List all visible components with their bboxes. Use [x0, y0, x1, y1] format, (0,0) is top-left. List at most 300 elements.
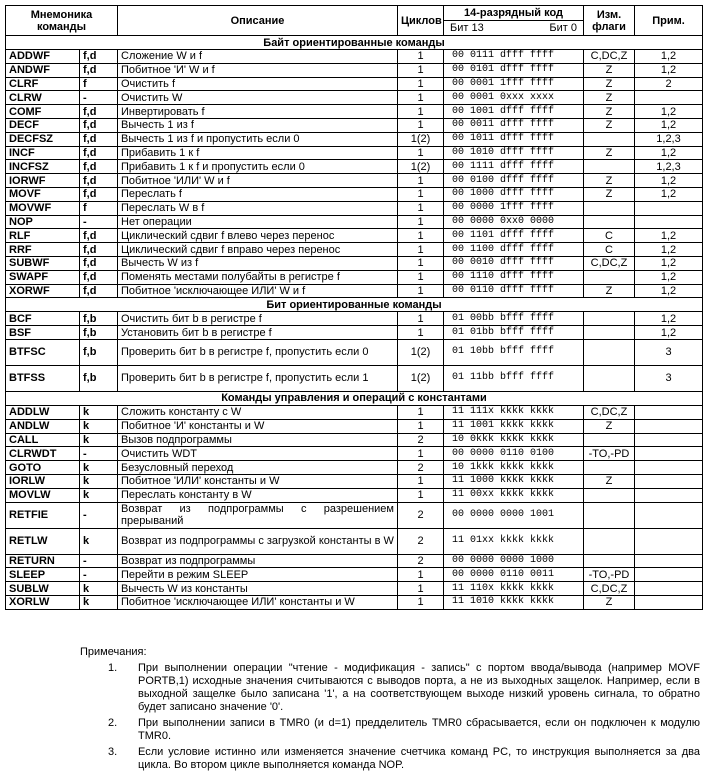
flags-cell: [584, 365, 635, 391]
note-cell: 3: [635, 339, 703, 365]
table-row: [6, 146, 703, 160]
code-cell: 00 0001 0xxx xxxx: [444, 91, 584, 105]
mnemonic-cell: SWAPF: [6, 270, 80, 284]
cycles-cell: 1(2): [398, 160, 444, 174]
description-cell: Нет операции: [118, 215, 398, 229]
description-cell: Очистить бит b в регистре f: [118, 312, 398, 326]
code-cell: 00 0000 0110 0100: [444, 447, 584, 461]
note-cell: [635, 201, 703, 215]
table-row: [6, 270, 703, 284]
header-description: Описание: [118, 6, 398, 36]
table-row: [6, 91, 703, 105]
flags-cell: [584, 270, 635, 284]
cycles-cell: 1: [398, 326, 444, 340]
operand-cell: f,d: [80, 270, 118, 284]
code-cell: 11 110x kkkk kkkk: [444, 582, 584, 596]
footnotes: [80, 646, 700, 775]
note-cell: 3: [635, 365, 703, 391]
flags-cell: Z: [584, 105, 635, 119]
description-cell: Побитное 'исключающее ИЛИ' W и f: [118, 284, 398, 298]
flags-cell: Z: [584, 91, 635, 105]
note-cell: [635, 568, 703, 582]
table-row: [6, 528, 703, 554]
table-row: [6, 339, 703, 365]
mnemonic-cell: CLRF: [6, 77, 80, 91]
description-cell: Вычесть 1 из f: [118, 118, 398, 132]
flags-cell: Z: [584, 284, 635, 298]
code-cell: 00 0110 dfff ffff: [444, 284, 584, 298]
flags-cell: [584, 528, 635, 554]
flags-cell: Z: [584, 474, 635, 488]
note-cell: [635, 582, 703, 596]
flags-cell: Z: [584, 63, 635, 77]
code-cell: 00 0011 dfff ffff: [444, 118, 584, 132]
footnote-text: При выполнении записи в TMR0 (и d=1) предделитель TMR0 сбрасывается, если он подключен к модулю TMR0.: [138, 717, 700, 742]
flags-cell: [584, 201, 635, 215]
cycles-cell: 2: [398, 554, 444, 568]
operand-cell: k: [80, 488, 118, 502]
table-row: [6, 582, 703, 596]
flags-cell: [584, 326, 635, 340]
code-cell: 00 1101 dfff ffff: [444, 229, 584, 243]
operand-cell: k: [80, 433, 118, 447]
mnemonic-cell: XORWF: [6, 284, 80, 298]
mnemonic-cell: DECF: [6, 118, 80, 132]
code-cell: 10 0kkk kkkk kkkk: [444, 433, 584, 447]
table-row: [6, 63, 703, 77]
note-cell: [635, 215, 703, 229]
mnemonic-cell: XORLW: [6, 595, 80, 609]
operand-cell: f,b: [80, 339, 118, 365]
cycles-cell: 1: [398, 447, 444, 461]
description-cell: Проверить бит b в регистре f, пропустить если 1: [118, 365, 398, 391]
description-cell: Очистить f: [118, 77, 398, 91]
flags-cell: Z: [584, 146, 635, 160]
operand-cell: k: [80, 419, 118, 433]
note-cell: [635, 433, 703, 447]
mnemonic-cell: IORWF: [6, 174, 80, 188]
cycles-cell: 1(2): [398, 339, 444, 365]
operand-cell: -: [80, 215, 118, 229]
table-row: [6, 215, 703, 229]
cycles-cell: 1: [398, 488, 444, 502]
description-cell: Инвертировать f: [118, 105, 398, 119]
code-cell: 11 111x kkkk kkkk: [444, 405, 584, 419]
operand-cell: f,d: [80, 146, 118, 160]
mnemonic-cell: COMF: [6, 105, 80, 119]
flags-cell: [584, 339, 635, 365]
footnote-text: При выполнении операции "чтение - модификация - запись" с портом ввода/вывода (например MOVF PORTB,1) исходные значения считываются с выводов порта, а не из выходных защелок. Например, если в выходной защелке было записана '1', а на соответствующем выходе низкий уровень сигнала, то обратно будет записано значение '0'.: [138, 662, 700, 713]
cycles-cell: 1: [398, 118, 444, 132]
note-cell: 1,2: [635, 256, 703, 270]
flags-cell: [584, 502, 635, 528]
table-row: [6, 243, 703, 257]
operand-cell: k: [80, 582, 118, 596]
operand-cell: f: [80, 201, 118, 215]
operand-cell: k: [80, 595, 118, 609]
mnemonic-cell: INCF: [6, 146, 80, 160]
mnemonic-cell: BTFSC: [6, 339, 80, 365]
header-code: 14-разрядный код: [444, 6, 584, 21]
cycles-cell: 1: [398, 256, 444, 270]
operand-cell: k: [80, 474, 118, 488]
cycles-cell: 1: [398, 146, 444, 160]
mnemonic-cell: RLF: [6, 229, 80, 243]
mnemonic-cell: ADDWF: [6, 50, 80, 64]
flags-cell: C: [584, 229, 635, 243]
code-cell: 00 1110 dfff ffff: [444, 270, 584, 284]
flags-cell: [584, 312, 635, 326]
table-row: [6, 433, 703, 447]
flags-cell: Z: [584, 118, 635, 132]
code-cell: 11 01xx kkkk kkkk: [444, 528, 584, 554]
operand-cell: f,d: [80, 132, 118, 146]
description-cell: Перейти в режим SLEEP: [118, 568, 398, 582]
table-row: [6, 187, 703, 201]
table-row: [6, 77, 703, 91]
mnemonic-cell: CALL: [6, 433, 80, 447]
flags-cell: Z: [584, 187, 635, 201]
operand-cell: f,d: [80, 63, 118, 77]
code-cell: 11 1001 kkkk kkkk: [444, 419, 584, 433]
note-cell: [635, 405, 703, 419]
cycles-cell: 1: [398, 419, 444, 433]
description-cell: Поменять местами полубайты в регистре f: [118, 270, 398, 284]
section-header-row: [6, 298, 703, 312]
note-cell: [635, 488, 703, 502]
note-cell: 1,2: [635, 118, 703, 132]
mnemonic-cell: RETFIE: [6, 502, 80, 528]
code-cell: 01 11bb bfff ffff: [444, 365, 584, 391]
flags-cell: Z: [584, 595, 635, 609]
description-cell: Переслать W в f: [118, 201, 398, 215]
mnemonic-cell: GOTO: [6, 461, 80, 475]
section-title: Бит ориентированные команды: [6, 298, 703, 312]
flags-cell: Z: [584, 174, 635, 188]
code-cell: 00 0000 1fff ffff: [444, 201, 584, 215]
code-cell: 10 1kkk kkkk kkkk: [444, 461, 584, 475]
mnemonic-cell: MOVWF: [6, 201, 80, 215]
table-row: [6, 326, 703, 340]
cycles-cell: 2: [398, 528, 444, 554]
description-cell: Побитное 'И' W и f: [118, 63, 398, 77]
code-cell: 11 1000 kkkk kkkk: [444, 474, 584, 488]
code-cell: 00 0000 0xx0 0000: [444, 215, 584, 229]
table-row: [6, 554, 703, 568]
flags-cell: Z: [584, 77, 635, 91]
operand-cell: k: [80, 461, 118, 475]
mnemonic-cell: IORLW: [6, 474, 80, 488]
note-cell: [635, 419, 703, 433]
description-cell: Возврат из подпрограммы с разрешением прерываний: [118, 502, 398, 528]
code-cell: 01 01bb bfff ffff: [444, 326, 584, 340]
footnote-number: 2.: [108, 717, 118, 729]
note-cell: 1,2,3: [635, 132, 703, 146]
table-row: [6, 160, 703, 174]
flags-cell: [584, 461, 635, 475]
flags-cell: [584, 488, 635, 502]
note-cell: [635, 528, 703, 554]
cycles-cell: 2: [398, 433, 444, 447]
description-cell: Вычесть 1 из f и пропустить если 0: [118, 132, 398, 146]
code-cell: 00 0111 dfff ffff: [444, 50, 584, 64]
description-cell: Циклический сдвиг f вправо через перенос: [118, 243, 398, 257]
table-row: [6, 201, 703, 215]
table-row: [6, 365, 703, 391]
flags-cell: C,DC,Z: [584, 582, 635, 596]
table-row: [6, 488, 703, 502]
mnemonic-cell: RETURN: [6, 554, 80, 568]
note-cell: 1,2: [635, 63, 703, 77]
cycles-cell: 1: [398, 284, 444, 298]
table-row: [6, 174, 703, 188]
flags-cell: Z: [584, 419, 635, 433]
header-flags: Изм. флаги: [584, 6, 635, 36]
note-cell: 1,2,3: [635, 160, 703, 174]
description-cell: Циклический сдвиг f влево через перенос: [118, 229, 398, 243]
code-cell: 00 0101 dfff ffff: [444, 63, 584, 77]
operand-cell: f,d: [80, 256, 118, 270]
operand-cell: f,b: [80, 326, 118, 340]
operand-cell: f,d: [80, 118, 118, 132]
mnemonic-cell: BCF: [6, 312, 80, 326]
instruction-table-body: [6, 36, 703, 610]
flags-cell: C,DC,Z: [584, 50, 635, 64]
flags-cell: [584, 160, 635, 174]
description-cell: Переслать константу в W: [118, 488, 398, 502]
note-cell: [635, 91, 703, 105]
cycles-cell: 2: [398, 461, 444, 475]
operand-cell: f,d: [80, 243, 118, 257]
cycles-cell: 2: [398, 502, 444, 528]
table-row: [6, 118, 703, 132]
operand-cell: f,d: [80, 284, 118, 298]
operand-cell: f,d: [80, 174, 118, 188]
note-cell: 1,2: [635, 174, 703, 188]
cycles-cell: 1: [398, 91, 444, 105]
code-cell: 01 00bb bfff ffff: [444, 312, 584, 326]
cycles-cell: 1: [398, 312, 444, 326]
operand-cell: f: [80, 77, 118, 91]
flags-cell: C,DC,Z: [584, 405, 635, 419]
footnote-item: [80, 662, 700, 714]
footnote-number: 3.: [108, 746, 118, 758]
operand-cell: -: [80, 502, 118, 528]
description-cell: Очистить W: [118, 91, 398, 105]
mnemonic-cell: RETLW: [6, 528, 80, 554]
note-cell: 1,2: [635, 146, 703, 160]
section-header-row: [6, 36, 703, 50]
operand-cell: f,b: [80, 365, 118, 391]
note-cell: 1,2: [635, 50, 703, 64]
cycles-cell: 1: [398, 105, 444, 119]
mnemonic-cell: SUBLW: [6, 582, 80, 596]
table-row: [6, 132, 703, 146]
note-cell: 1,2: [635, 312, 703, 326]
table-row: [6, 229, 703, 243]
footnote-text: Если условие истинно или изменяется значение счетчика команд PC, то инструкция выполняется за два цикла. Во втором цикле выполняется команда NOP.: [138, 746, 700, 771]
operand-cell: -: [80, 447, 118, 461]
note-cell: [635, 447, 703, 461]
footnotes-list: [80, 662, 700, 772]
code-cell: 11 00xx kkkk kkkk: [444, 488, 584, 502]
table-row: [6, 405, 703, 419]
header-bits: [444, 21, 584, 36]
table-row: [6, 256, 703, 270]
operand-cell: -: [80, 91, 118, 105]
mnemonic-cell: RRF: [6, 243, 80, 257]
description-cell: Сложение W и f: [118, 50, 398, 64]
mnemonic-cell: MOVF: [6, 187, 80, 201]
header-mnemonic: Мнемоника команды: [6, 6, 118, 36]
operand-cell: f,d: [80, 187, 118, 201]
footnote-number: 1.: [108, 662, 118, 674]
cycles-cell: 1: [398, 50, 444, 64]
flags-cell: -TO,-PD: [584, 568, 635, 582]
header-cycles: Циклов: [398, 6, 444, 36]
description-cell: Вызов подпрограммы: [118, 433, 398, 447]
code-cell: 00 0010 dfff ffff: [444, 256, 584, 270]
code-cell: 00 1100 dfff ffff: [444, 243, 584, 257]
cycles-cell: 1: [398, 243, 444, 257]
cycles-cell: 1: [398, 229, 444, 243]
mnemonic-cell: ADDLW: [6, 405, 80, 419]
description-cell: Возврат из подпрограммы с загрузкой константы в W: [118, 528, 398, 554]
table-row: [6, 312, 703, 326]
description-cell: Возврат из подпрограммы: [118, 554, 398, 568]
table-row: [6, 50, 703, 64]
operand-cell: -: [80, 554, 118, 568]
note-cell: 1,2: [635, 270, 703, 284]
operand-cell: k: [80, 405, 118, 419]
table-row: [6, 419, 703, 433]
cycles-cell: 1: [398, 77, 444, 91]
note-cell: 1,2: [635, 243, 703, 257]
operand-cell: f,d: [80, 50, 118, 64]
flags-cell: [584, 215, 635, 229]
code-cell: 11 1010 kkkk kkkk: [444, 595, 584, 609]
section-title: Байт ориентированные команды: [6, 36, 703, 50]
flags-cell: C,DC,Z: [584, 256, 635, 270]
cycles-cell: 1: [398, 568, 444, 582]
footnotes-title: Примечания:: [80, 646, 147, 658]
description-cell: Вычесть W из константы: [118, 582, 398, 596]
cycles-cell: 1: [398, 201, 444, 215]
mnemonic-cell: NOP: [6, 215, 80, 229]
mnemonic-cell: SUBWF: [6, 256, 80, 270]
description-cell: Побитное 'ИЛИ' W и f: [118, 174, 398, 188]
note-cell: 1,2: [635, 326, 703, 340]
flags-cell: C: [584, 243, 635, 257]
table-row: [6, 595, 703, 609]
table-row: [6, 447, 703, 461]
table-row: [6, 474, 703, 488]
section-title: Команды управления и операций с константами: [6, 391, 703, 405]
code-cell: 00 1010 dfff ffff: [444, 146, 584, 160]
cycles-cell: 1: [398, 174, 444, 188]
note-cell: 1,2: [635, 229, 703, 243]
note-cell: 2: [635, 77, 703, 91]
cycles-cell: 1: [398, 582, 444, 596]
operand-cell: f,b: [80, 312, 118, 326]
mnemonic-cell: ANDLW: [6, 419, 80, 433]
code-cell: 00 1000 dfff ffff: [444, 187, 584, 201]
description-cell: Проверить бит b в регистре f, пропустить если 0: [118, 339, 398, 365]
operand-cell: f,d: [80, 160, 118, 174]
note-cell: [635, 595, 703, 609]
cycles-cell: 1: [398, 63, 444, 77]
cycles-cell: 1: [398, 215, 444, 229]
header-bit0: Бит 0: [549, 22, 577, 34]
cycles-cell: 1: [398, 270, 444, 284]
footnote-item: [80, 717, 700, 743]
code-cell: 00 0000 0000 1000: [444, 554, 584, 568]
description-cell: Прибавить 1 к f: [118, 146, 398, 160]
description-cell: Побитное 'ИЛИ' константы и W: [118, 474, 398, 488]
cycles-cell: 1: [398, 405, 444, 419]
note-cell: [635, 474, 703, 488]
mnemonic-cell: ANDWF: [6, 63, 80, 77]
table-row: [6, 284, 703, 298]
code-cell: 00 0000 0110 0011: [444, 568, 584, 582]
table-row: [6, 502, 703, 528]
mnemonic-cell: SLEEP: [6, 568, 80, 582]
mnemonic-cell: DECFSZ: [6, 132, 80, 146]
mnemonic-cell: INCFSZ: [6, 160, 80, 174]
cycles-cell: 1: [398, 595, 444, 609]
table-row: [6, 461, 703, 475]
table-row: [6, 568, 703, 582]
flags-cell: [584, 433, 635, 447]
flags-cell: -TO,-PD: [584, 447, 635, 461]
mnemonic-cell: BSF: [6, 326, 80, 340]
table-row: [6, 105, 703, 119]
note-cell: 1,2: [635, 105, 703, 119]
description-cell: Побитное 'И' константы и W: [118, 419, 398, 433]
cycles-cell: 1: [398, 187, 444, 201]
mnemonic-cell: CLRWDT: [6, 447, 80, 461]
instruction-table: [5, 5, 703, 610]
footnote-item: [80, 746, 700, 772]
header-notes: Прим.: [635, 6, 703, 36]
operand-cell: f,d: [80, 105, 118, 119]
operand-cell: -: [80, 568, 118, 582]
description-cell: Сложить константу с W: [118, 405, 398, 419]
operand-cell: k: [80, 528, 118, 554]
cycles-cell: 1(2): [398, 132, 444, 146]
description-cell: Переслать f: [118, 187, 398, 201]
code-cell: 00 0000 0000 1001: [444, 502, 584, 528]
cycles-cell: 1: [398, 474, 444, 488]
code-cell: 00 1111 dfff ffff: [444, 160, 584, 174]
flags-cell: [584, 554, 635, 568]
note-cell: 1,2: [635, 284, 703, 298]
code-cell: 00 0001 1fff ffff: [444, 77, 584, 91]
code-cell: 01 10bb bfff ffff: [444, 339, 584, 365]
code-cell: 00 0100 dfff ffff: [444, 174, 584, 188]
flags-cell: [584, 132, 635, 146]
note-cell: [635, 502, 703, 528]
header-bit13: Бит 13: [450, 22, 484, 34]
description-cell: Безусловный переход: [118, 461, 398, 475]
mnemonic-cell: BTFSS: [6, 365, 80, 391]
note-cell: [635, 461, 703, 475]
code-cell: 00 1001 dfff ffff: [444, 105, 584, 119]
mnemonic-cell: MOVLW: [6, 488, 80, 502]
note-cell: [635, 554, 703, 568]
description-cell: Вычесть W из f: [118, 256, 398, 270]
cycles-cell: 1(2): [398, 365, 444, 391]
